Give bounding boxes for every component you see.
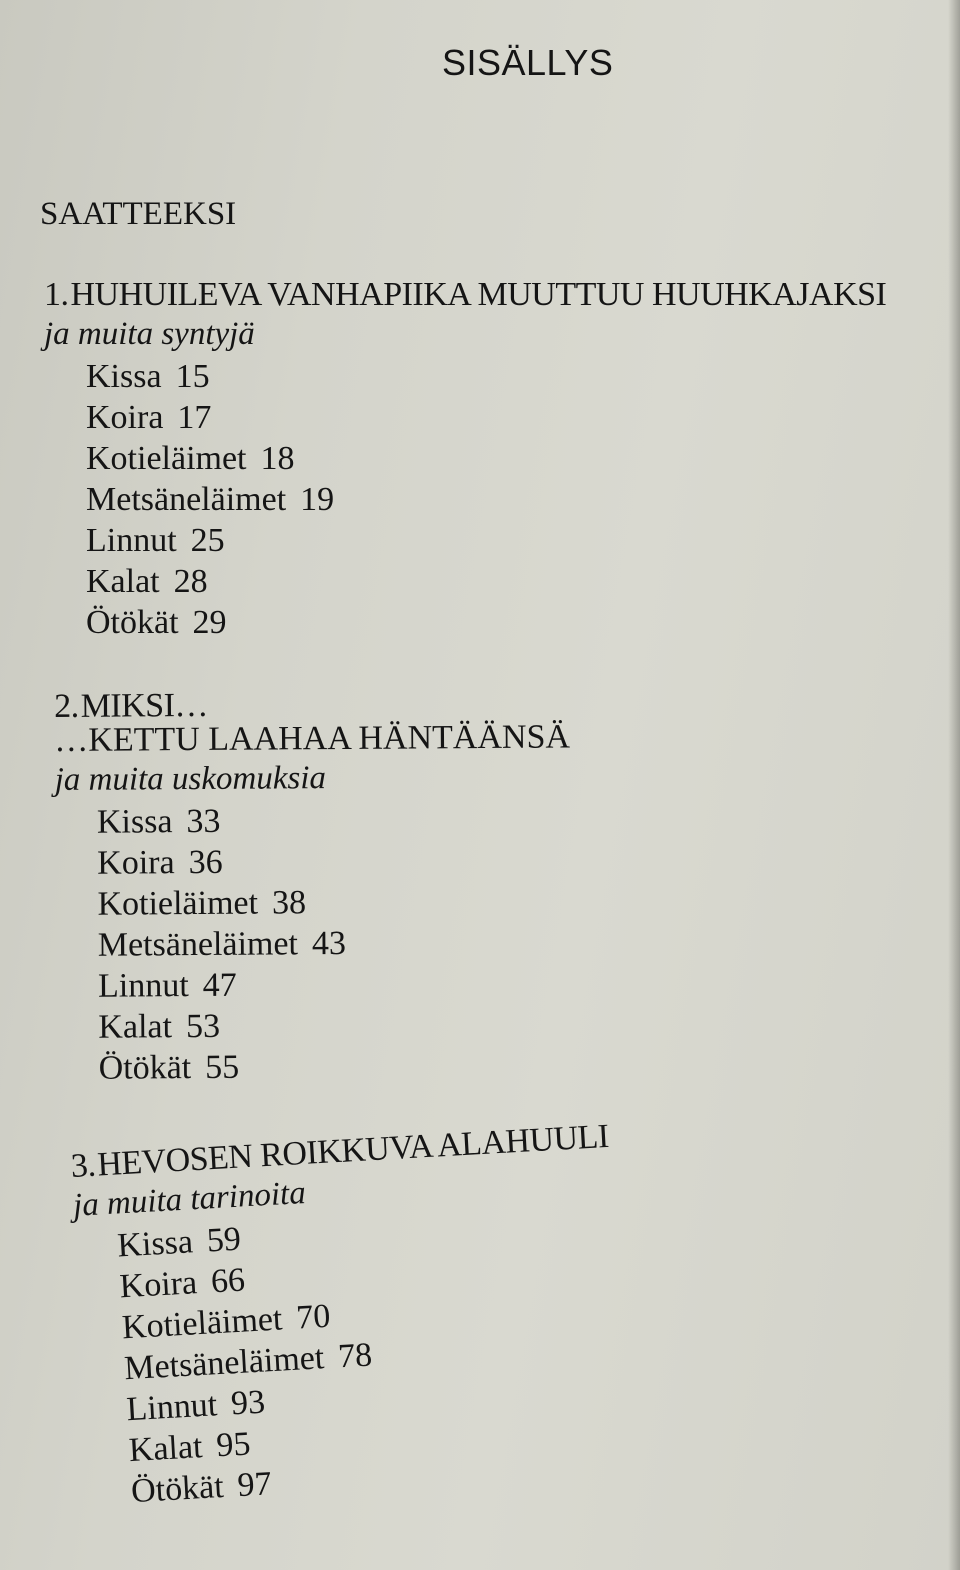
toc-entry <box>98 1044 572 1088</box>
entry-name: Linnut <box>86 522 177 559</box>
toc-entry <box>86 602 886 643</box>
entry-name: Kalat <box>98 1008 173 1046</box>
page-title: SISÄLLYS <box>442 42 614 83</box>
chapter-number: 3. <box>69 1146 97 1185</box>
entry-page: 33 <box>186 802 221 841</box>
entry-name: Kotieläimet <box>86 440 247 477</box>
entry-name: Metsäneläimet <box>123 1339 326 1388</box>
entry-page: 28 <box>173 563 208 600</box>
entry-name: Koira <box>86 399 164 436</box>
entry-page: 18 <box>260 440 295 477</box>
toc-entry <box>97 839 571 883</box>
entry-page: 70 <box>295 1297 332 1337</box>
page-edge-shadow <box>948 0 960 1570</box>
entry-name: Kotieläimet <box>120 1300 284 1347</box>
toc-entry <box>86 561 886 602</box>
chapter-tagline: ja muita syntyjä <box>44 316 255 352</box>
chapter-tagline: ja muita uskomuksia <box>54 760 327 798</box>
entry-page: 25 <box>190 522 225 559</box>
entry-name: Koira <box>118 1264 199 1306</box>
entry-name: Ötökät <box>130 1467 225 1511</box>
entry-name: Kissa <box>96 803 173 841</box>
toc-entry <box>98 921 572 965</box>
entry-page: 95 <box>215 1425 252 1465</box>
intro-heading: SAATTEEKSI <box>40 196 237 232</box>
entry-page: 15 <box>175 358 210 395</box>
chapter-1 <box>44 278 886 643</box>
chapter-title: HEVOSEN ROIKKUVA ALAHUULI <box>96 1117 610 1184</box>
chapter-entries <box>44 356 886 643</box>
chapter-2 <box>54 686 572 1089</box>
entry-name: Kissa <box>116 1223 194 1265</box>
toc-entry <box>86 520 886 561</box>
entry-page: 38 <box>271 884 307 922</box>
toc-entry <box>97 880 571 924</box>
toc-entry <box>86 438 886 479</box>
entry-name: Koira <box>97 844 175 882</box>
chapter-title: MIKSI… <box>80 686 209 725</box>
chapter-3 <box>69 1117 628 1514</box>
entry-page: 97 <box>236 1465 273 1505</box>
chapter-number: 2. <box>53 687 79 725</box>
entry-name: Ötökät <box>98 1049 192 1087</box>
entry-name: Metsäneläimet <box>86 481 287 518</box>
entry-page: 53 <box>185 1007 221 1046</box>
chapter-number: 1. <box>44 276 69 313</box>
entry-name: Kalat <box>127 1428 204 1470</box>
entry-page: 93 <box>230 1383 267 1423</box>
entry-page: 47 <box>202 966 237 1004</box>
toc-entry <box>98 962 572 1006</box>
chapter-entries <box>55 798 573 1089</box>
chapter-subheading: …KETTU LAAHAA HÄNTÄÄNSÄ <box>54 718 571 759</box>
entry-name: Kalat <box>86 563 160 600</box>
toc-entry <box>86 479 886 520</box>
entry-page: 43 <box>311 924 347 963</box>
entry-name: Kotieläimet <box>97 884 259 923</box>
toc-entry <box>97 798 571 842</box>
entry-name: Kissa <box>86 358 162 395</box>
toc-entry <box>98 1003 572 1047</box>
entry-name: Linnut <box>125 1386 219 1429</box>
chapter-entries <box>74 1198 628 1515</box>
chapter-heading <box>44 278 886 312</box>
toc-entry <box>86 397 886 438</box>
toc-entry <box>86 356 886 397</box>
entry-page: 19 <box>300 481 335 518</box>
entry-name: Ötökät <box>86 604 179 641</box>
entry-page: 55 <box>205 1048 240 1086</box>
entry-page: 36 <box>188 843 223 882</box>
chapter-title: HUHUILEVA VANHAPIIKA MUUTTUU HUUHKAJAKSI <box>70 276 887 313</box>
entry-page: 66 <box>209 1261 246 1301</box>
entry-name: Linnut <box>97 967 189 1005</box>
entry-page: 78 <box>337 1336 374 1376</box>
chapter-tagline: ja muita tarinoita <box>72 1174 307 1224</box>
entry-name: Metsäneläimet <box>97 925 299 964</box>
entry-page: 17 <box>177 399 212 436</box>
entry-page: 59 <box>205 1220 242 1260</box>
entry-page: 29 <box>192 604 227 641</box>
